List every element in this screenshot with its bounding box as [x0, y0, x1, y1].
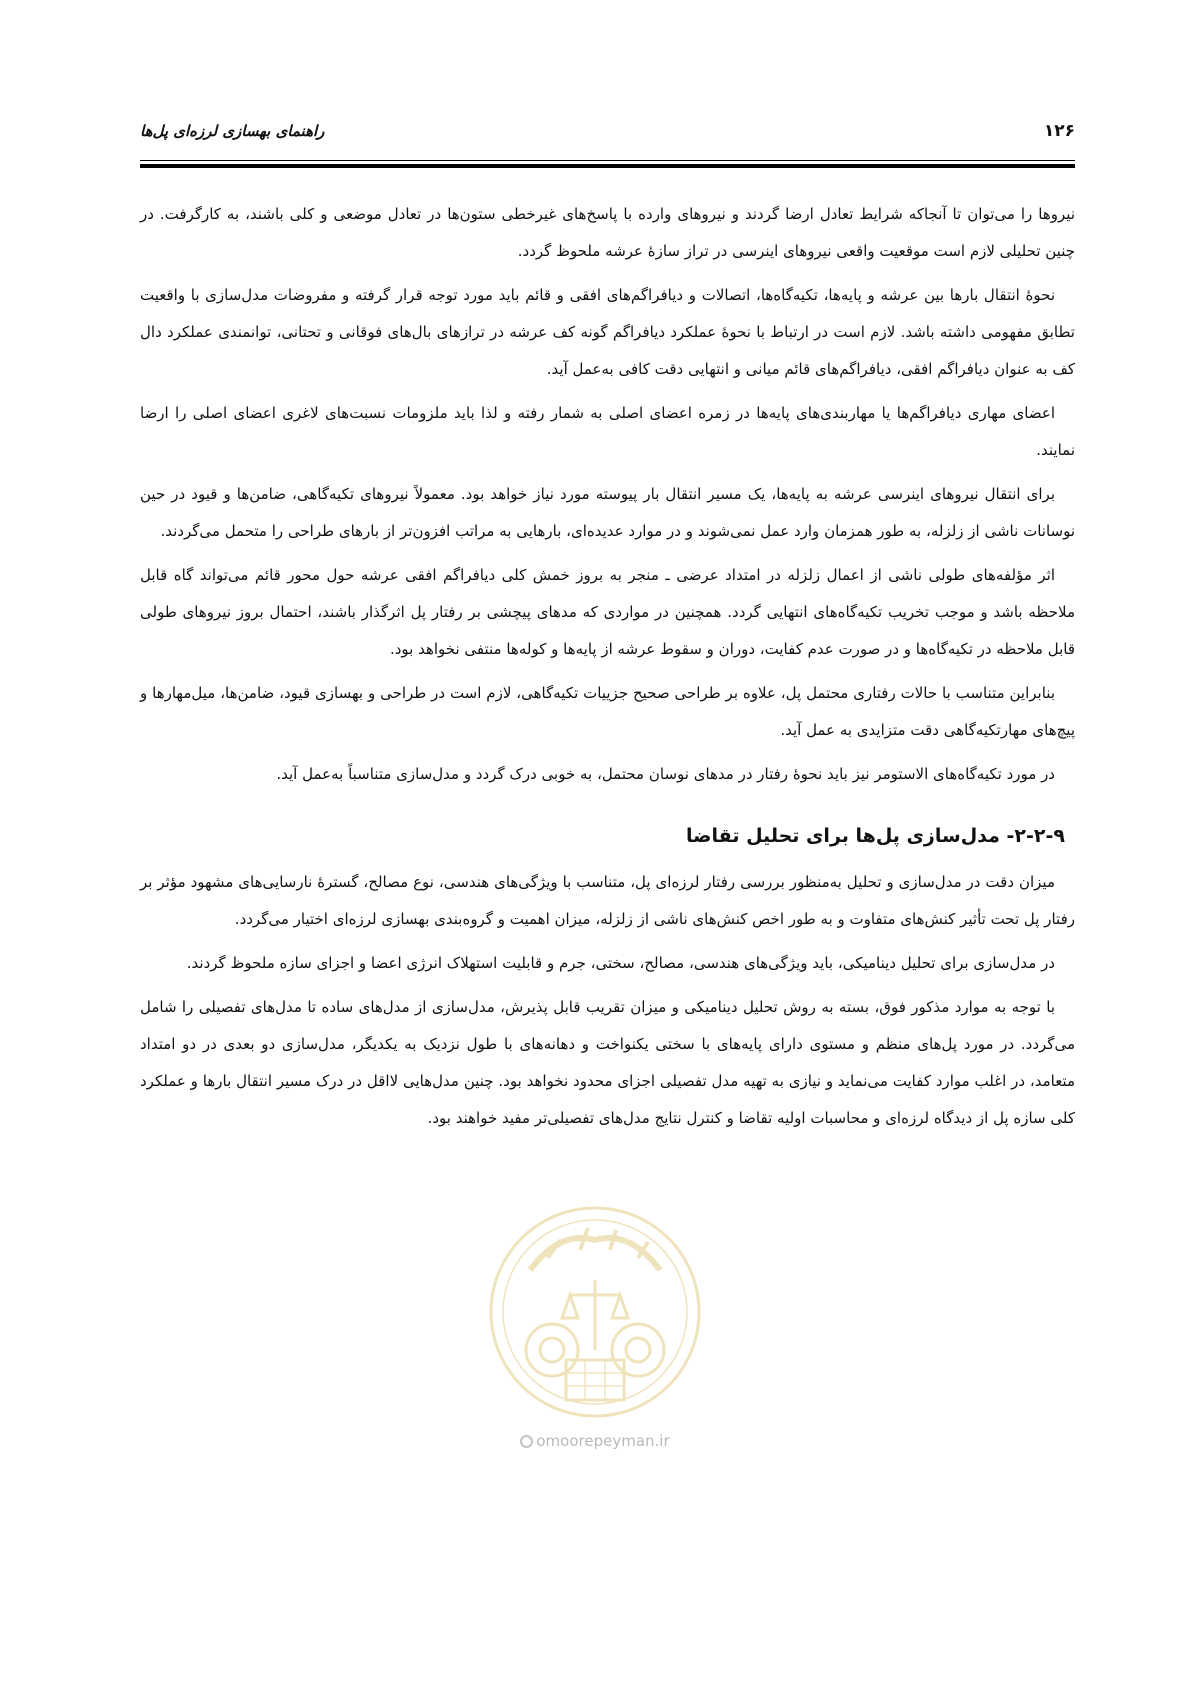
section-heading: [140, 811, 1075, 861]
paragraph: میزان دقت در مدل‌سازی و تحلیل به‌منظور بررسی رفتار لرزه‌ای پل، متناسب با ویژگی‌های هندسی، نوع مصالح، گسترهٔ نارسایی‌های مشهود مؤثر بر رفتار پل تحت تأثیر کنش‌های متفاوت و به طور اخص کنش‌های ناشی از زلزله، میزان اهمیت و گروه‌بندی بهسازی لرزه‌ای اختیار می‌گردد.: [140, 873, 1075, 928]
seal-logo-icon: [470, 1200, 720, 1430]
paragraph: بنابراین متناسب با حالات رفتاری محتمل پل، علاوه بر طراحی صحیح جزییات تکیه‌گاهی، لازم است در طراحی و بهسازی قیود، ضامن‌ها، میل‌مهارها و پیچ‌های مهارتکیه‌گاهی دقت متزایدی به عمل آید.: [140, 684, 1075, 739]
paragraph: در مدل‌سازی برای تحلیل دینامیکی، باید ویژگی‌های هندسی، مصالح، سختی، جرم و قابلیت استهلاک انرژی اعضا و اجزای سازه ملحوظ گردند.: [186, 954, 1055, 972]
watermark-url-text: omoorepeyman.ir: [536, 1432, 670, 1450]
small-logo-icon: [520, 1435, 533, 1448]
paragraph: اعضای مهاری دیافراگم‌ها یا مهاربندی‌های پایه‌ها در زمره اعضای اصلی به شمار رفته و لذا باید ملزومات نسبت‌های لاغری اعضای اصلی را ارضا نمایند.: [140, 404, 1075, 459]
paragraph: برای انتقال نیروهای اینرسی عرشه به پایه‌ها، یک مسیر انتقال بار پیوسته مورد نیاز خواهد بود. معمولاً نیروهای تکیه‌گاهی، ضامن‌ها و قیود در حین نوسانات ناشی از زلزله، به طور همزمان وارد عمل نمی‌شوند و در موارد عدیده‌ای، بارهایی به مراتب افزون‌تر از بارهای طراحی را متحمل می‌گردند.: [140, 485, 1075, 540]
running-header: [140, 114, 1075, 148]
paragraph: اثر مؤلفه‌های طولی ناشی از اعمال زلزله در امتداد عرضی ـ منجر به بروز خمش کلی دیافراگم افقی عرشه حول محور قائم می‌تواند گاه قابل ملاحظه باشد و موجب تخریب تکیه‌گاه‌های انتهایی گردد. همچنین در مواردی که مدهای پیچشی بر رفتار پل اثرگذار باشند، احتمال بروز نیروهای طولی قابل ملاحظه در تکیه‌گاه‌ها و در صورت عدم کفایت، دوران و سقوط عرشه از پایه‌ها و کوله‌ها منتفی نخواهد بود.: [140, 566, 1075, 658]
main-text: [140, 196, 1075, 1144]
header-rule-thick: [140, 164, 1075, 168]
header-rule-thin: [140, 160, 1075, 161]
section-number: ۹-۲-۲-: [1006, 825, 1065, 847]
section-title: مدل‌سازی پل‌ها برای تحلیل تقاضا: [686, 825, 1000, 847]
paragraph: نحوهٔ انتقال بارها بین عرشه و پایه‌ها، تکیه‌گاه‌ها، اتصالات و دیافراگم‌های افقی و قائم باید مورد توجه قرار گرفته و مفروضات مدل‌سازی با واقعیت تطابق مفهومی داشته باشد. لازم است در ارتباط با نحوهٔ عملکرد دیافراگم گونه کف عرشه در ترازهای بال‌های فوقانی و تحتانی، توانمندی عملکرد دال کف به عنوان دیافراگم افقی، دیافراگم‌های قائم میانی و انتهایی دقت کافی به‌عمل آید.: [140, 286, 1075, 378]
watermark-url: [470, 1432, 720, 1450]
paragraph: نیروها را می‌توان تا آنجاکه شرایط تعادل ارضا گردند و نیروهای وارده با پاسخ‌های غیرخطی ستون‌ها در تعادل موضعی و کلی باشند، به کارگرفت. در چنین تحلیلی لازم است موقعیت واقعی نیروهای اینرسی در تراز سازهٔ عرشه ملحوظ گردد.: [140, 205, 1075, 260]
book-title: راهنمای بهسازی لرزه‌ای پل‌ها: [140, 122, 325, 140]
paragraph: با توجه به موارد مذکور فوق، بسته به روش تحلیل دینامیکی و میزان تقریب قابل پذیرش، مدل‌سازی از مدل‌های ساده تا مدل‌های تفصیلی را شامل می‌گردد. در مورد پل‌های منظم و مستوی دارای پایه‌های با سختی یکنواخت و دهانه‌های با طول نزدیک به یکدیگر، مدل‌سازی دو بعدی در دو امتداد متعامد، در اغلب موارد کفایت می‌نماید و نیازی به تهیه مدل تفصیلی اجزای محدود نخواهد بود. چنین مدل‌هایی لااقل در درک مسیر انتقال بارها و عملکرد کلی سازه پل از دیدگاه لرزه‌ای و محاسبات اولیه تقاضا و کنترل نتایج مدل‌های تفصیلی‌تر مفید خواهند بود.: [140, 998, 1075, 1127]
paragraph: در مورد تکیه‌گاه‌های الاستومر نیز باید نحوهٔ رفتار در مدهای نوسان محتمل، به خوبی درک گردد و مدل‌سازی متناسباً به‌عمل آید.: [276, 765, 1055, 783]
watermark: [470, 1200, 720, 1460]
page-number: ۱۲۶: [1043, 121, 1075, 141]
